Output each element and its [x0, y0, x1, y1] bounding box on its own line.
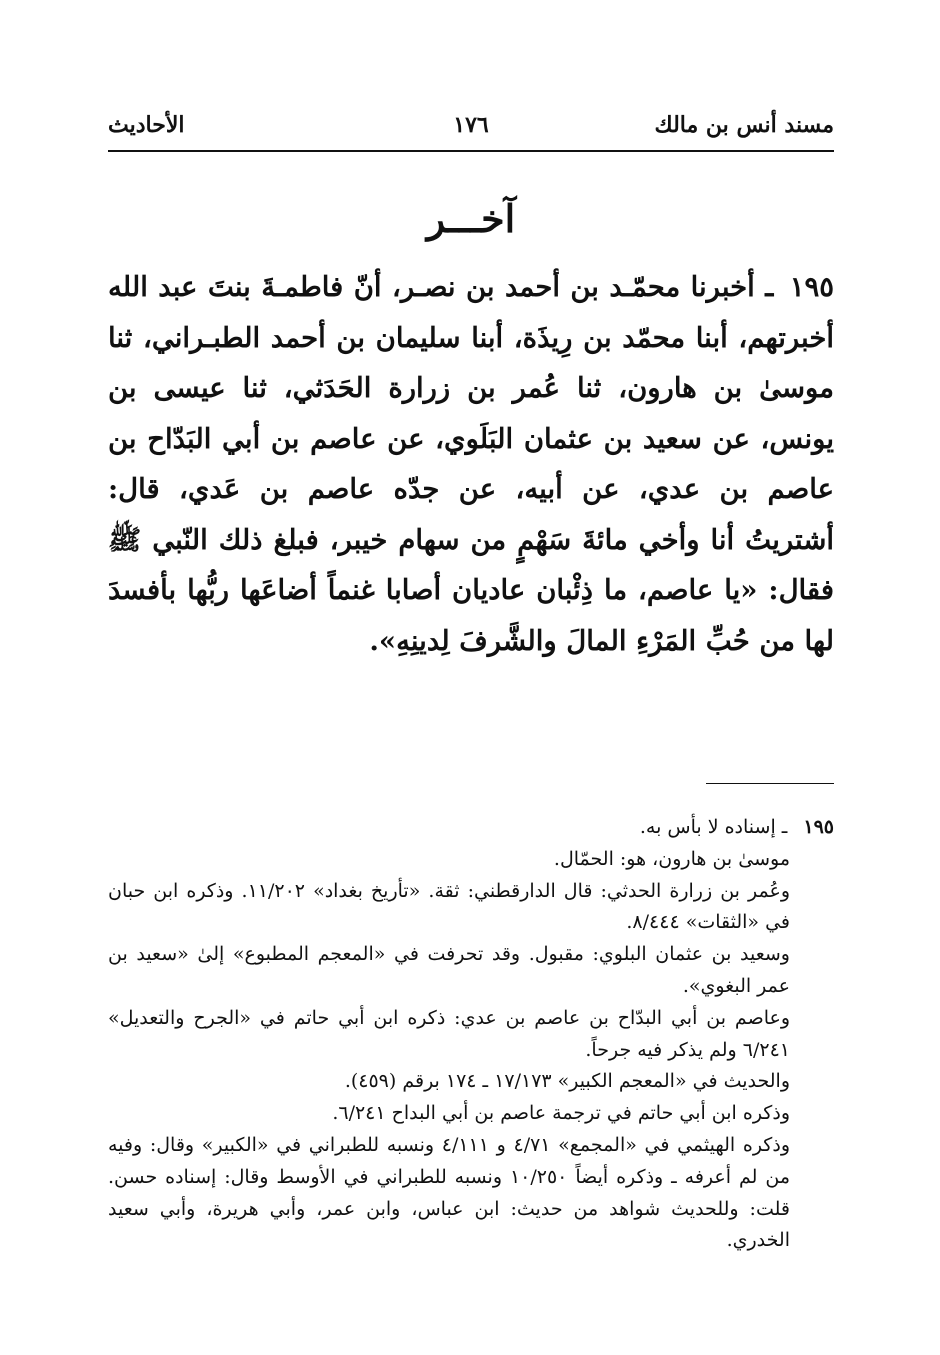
footnote-number: ١٩٥	[803, 816, 834, 838]
running-head	[108, 112, 834, 146]
book-title: مسند أنس بن مالك	[654, 112, 834, 138]
footnote-line: موسىٰ بن هارون، هو: الحمّال.	[553, 847, 790, 870]
footnote-line: وذكره ابن أبي حاتم في ترجمة عاصم بن أبي البداح ٦/٢٤١.	[332, 1102, 790, 1125]
hadith-number: ١٩٥	[789, 271, 834, 303]
footnote-line: وذكره الهيثمي في «المجمع» ٤/٧١ و ٤/١١١ ونسبه للطبراني في «الكبير» وقال: وفيه من لم أعرفه ـ وذكره أيضاً ١٠/٢٥٠ ونسبه للطبراني في الأوسط وقال: إسناده حسن. قلت: وللحديث شواهد من حديث: ابن عباس، وابن عمر، وأبي هريرة، وأبي سعيد الخدري.	[108, 1133, 790, 1252]
header-divider	[108, 150, 834, 152]
footnote-heading	[108, 812, 834, 844]
section-title: آخـــر	[426, 196, 516, 241]
footnote-line: وعُمر بن زرارة الحدثي: قال الدارقطني: ثقة. «تأريخ بغداد» ١١/٢٠٢. وذكره ابن حبان في «الثقات» ٨/٤٤٤.	[108, 879, 790, 934]
page-number: ١٧٦	[453, 112, 489, 138]
footnotes	[108, 812, 834, 1257]
section-name: الأحاديث	[108, 112, 185, 138]
footnote-line: وعاصم بن أبي البدّاح بن عاصم بن عدي: ذكره ابن أبي حاتم في «الجرح والتعديل» ٦/٢٤١ ولم يذكر فيه جرحاً.	[108, 1006, 790, 1061]
footnote-line: والحديث في «المعجم الكبير» ١٧/١٧٣ ـ ١٧٤ برقم (٤٥٩).	[344, 1070, 790, 1093]
hadith-text: ـ أخبرنا محمّـد بن أحمد بن نصـر، أنّ فاطمـةَ بنتَ عبد الله أخبرتهم، أبنا محمّد بن رِيذَة، أبنا سليمان بن أحمد الطبـراني، ثنا موسىٰ بن هارون، ثنا عُمر بن زرارة الحَدَثي، ثنا عيسى بن يونس، عن سعيد بن عثمان البَلَوي، عن عاصم بن أبي البَدّاح بن عاصم بن عدي، عن أبيه، عن جدّه عاصم بن عَدي، قال: أشتريتُ أنا وأخي مائةَ سَهْمٍ من سهام خيبر، فبلغ ذلك النّبي ﷺ فقال: «يا عاصم، ما ذِئْبان عاديان أصابا غنماً أضاعَها ربُّها بأفسدَ لها من حُبِّ المَرْءِ المالَ والشَّرفَ لِدينِهِ».	[108, 271, 834, 657]
hadith-paragraph	[108, 262, 834, 666]
footnote-first-line: ـ إسناده لا بأس به.	[639, 816, 788, 838]
footnote-divider	[706, 783, 834, 784]
footnote-line: وسعيد بن عثمان البلوي: مقبول. وقد تحرفت في «المعجم المطبوع» إلىٰ «سعيد بن عمر البغوي».	[108, 943, 790, 997]
